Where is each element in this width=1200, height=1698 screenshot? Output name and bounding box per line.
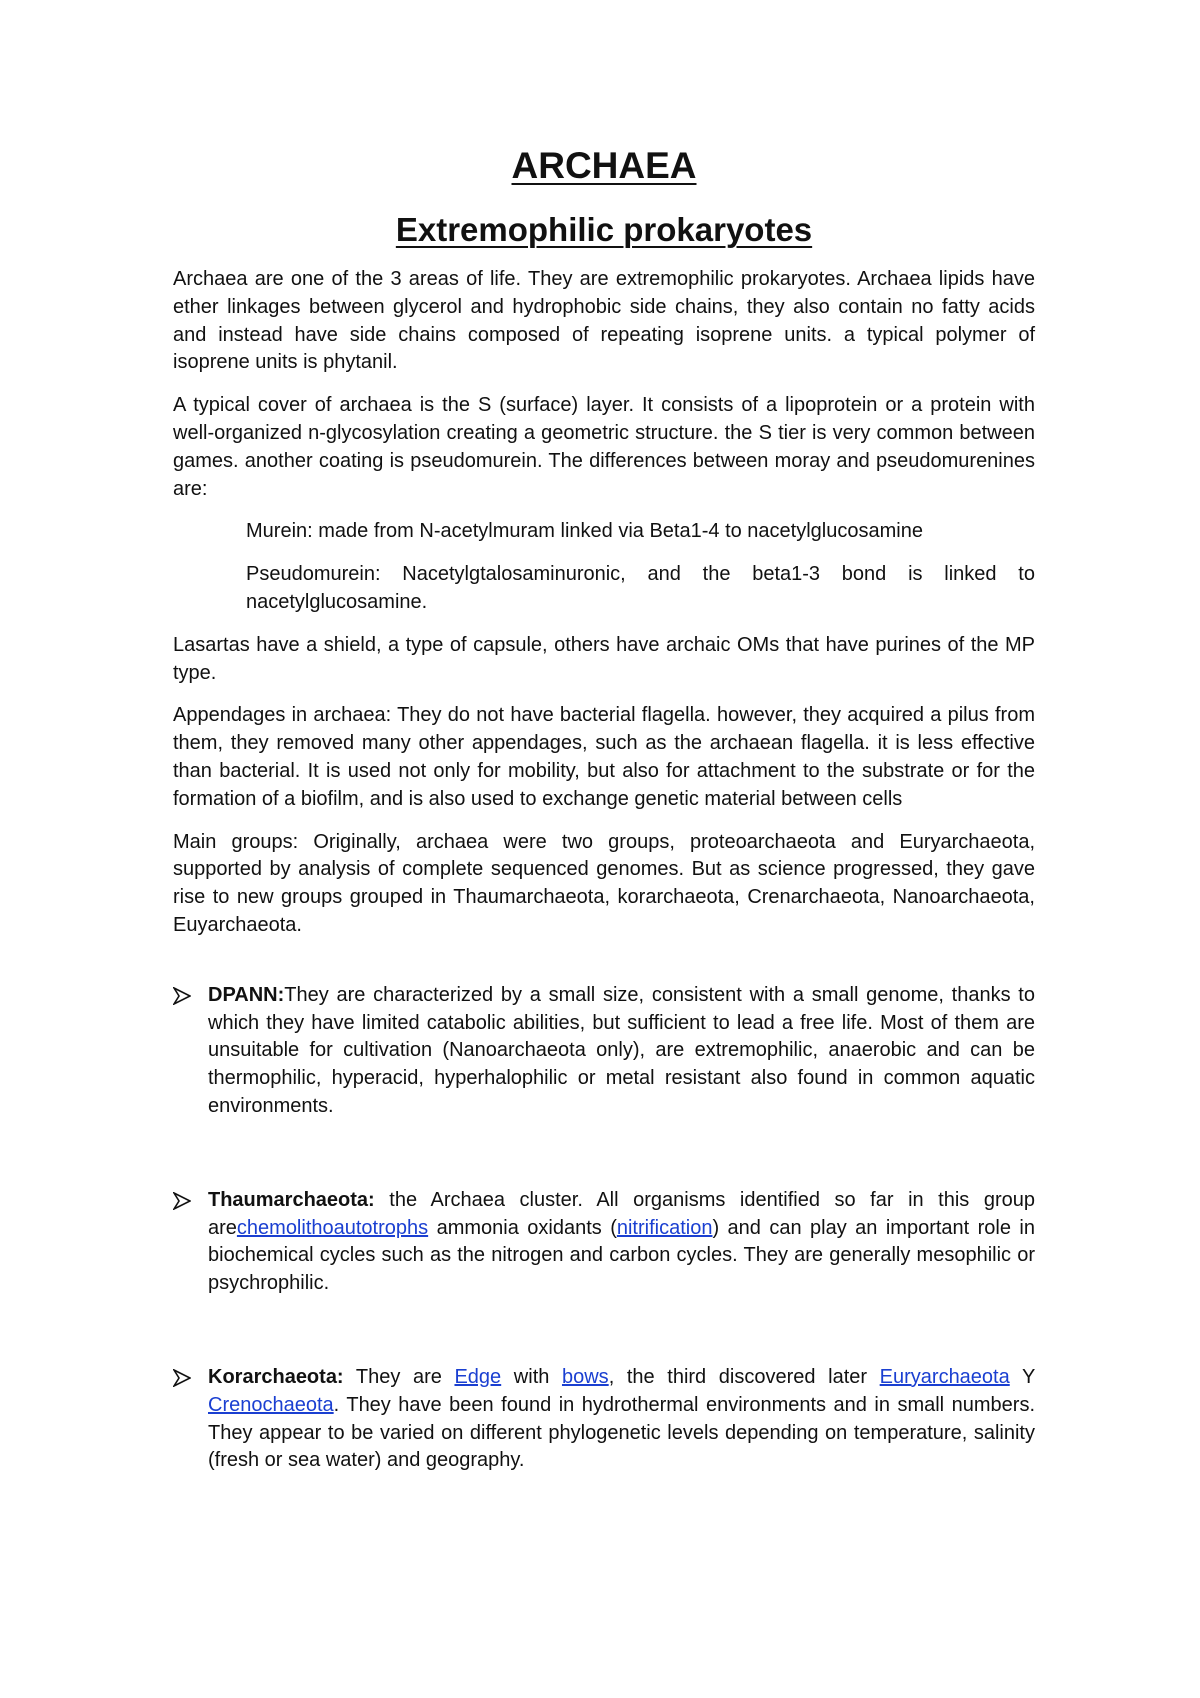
bullet-korarchaeota xyxy=(173,1364,1035,1475)
bullet-text: the Archaea cluster. All organisms identified so far in this group are xyxy=(208,1188,1035,1239)
bullet-term: Korarchaeota: xyxy=(208,1365,344,1388)
bullet-thaumarchaeota xyxy=(173,1187,1035,1298)
bullet-term: Thaumarchaeota: xyxy=(208,1188,375,1211)
group-bullet-list xyxy=(173,982,1035,1475)
paragraph-s-layer: A typical cover of archaea is the S (surface) layer. It consists of a lipoprotein or a protein with well-organized n-glycosylation creating a geometric structure. the S tier is very common between games. another coating is pseudomurein. The differences between moray and pseudomurenines are: xyxy=(173,394,1035,500)
arrowhead-bullet-icon xyxy=(173,1192,191,1210)
link-nitrification[interactable]: nitrification xyxy=(616,1216,713,1239)
paragraph-appendages: Appendages in archaea: They do not have bacterial flagella. however, they acquired a pilus from them, they removed many other appendages, such as the archaean flagella. it is less effective than bacterial. It is used not only for mobility, but also for attachment to the substrate or for the formation of a biofilm, and is also used to exchange genetic material between cells xyxy=(173,704,1035,810)
link-bows[interactable]: bows xyxy=(561,1365,609,1388)
bullet-term: DPANN: xyxy=(208,983,285,1006)
paragraph-main-groups: Main groups: Originally, archaea were two groups, proteoarchaeota and Euryarchaeota, supported by analysis of complete sequenced genomes. But as science progressed, they gave rise to new groups grouped in Thaumarchaeota, korarchaeota, Crenarchaeota, Nanoarchaeota, Euyarchaeota. xyxy=(173,830,1035,936)
bullet-text: with xyxy=(501,1365,562,1388)
bullet-text: ammonia oxidants ( xyxy=(428,1216,617,1239)
bullet-text: ) and can play an important role in biochemical cycles such as the nitrogen and carbon cycles. They are generally mesophilic or psychrophilic. xyxy=(208,1216,1035,1295)
link-edge[interactable]: Edge xyxy=(454,1365,502,1388)
link-chemolithoautotrophs[interactable]: chemolithoautotrophs xyxy=(236,1216,429,1239)
bullet-text: They are xyxy=(343,1365,455,1388)
bullet-text: Y xyxy=(1009,1365,1035,1388)
paragraph-intro: Archaea are one of the 3 areas of life. They are extremophilic prokaryotes. Archaea lipids have ether linkages between glycerol and hydrophobic side chains, they also contain no fatty acids and instead have side chains composed of repeating isoprene units. a typical polymer of isoprene units is phytanil. xyxy=(173,268,1035,374)
document-subtitle: Extremophilic prokaryotes xyxy=(395,211,813,248)
paragraph-murein: Murein: made from N-acetylmuram linked via Beta1-4 to nacetylglucosamine xyxy=(246,520,923,543)
bullet-text: . They have been found in hydrothermal environments and in small numbers. They appear to be varied on different phylogenetic levels depending on temperature, salinity (fresh or sea water) and geography. xyxy=(208,1393,1035,1472)
bullet-dpann xyxy=(173,982,1035,1121)
paragraph-pseudomurein: Pseudomurein: Nacetylgtalosaminuronic, and the beta1-3 bond is linked to nacetylglucosamine. xyxy=(246,563,1035,613)
document-title: ARCHAEA xyxy=(511,145,697,186)
bullet-text: They are characterized by a small size, consistent with a small genome, thanks to which they have limited catabolic abilities, but sufficient to lead a free life. Most of them are unsuitable for cultivation (Nanoarchaeota only), are extremophilic, anaerobic and can be thermophilic, hyperacid, hyperhalophilic or metal resistant also found in common aquatic environments. xyxy=(208,983,1035,1117)
paragraph-capsule: Lasartas have a shield, a type of capsule, others have archaic OMs that have purines of the MP type. xyxy=(173,633,1035,684)
link-euryarchaeota[interactable]: Euryarchaeota xyxy=(879,1365,1010,1388)
bullet-text: , the third discovered later xyxy=(608,1365,880,1388)
link-crenochaeota[interactable]: Crenochaeota xyxy=(208,1393,334,1416)
document-page xyxy=(173,140,1035,1541)
arrowhead-bullet-icon xyxy=(173,987,191,1005)
arrowhead-bullet-icon xyxy=(173,1369,191,1387)
